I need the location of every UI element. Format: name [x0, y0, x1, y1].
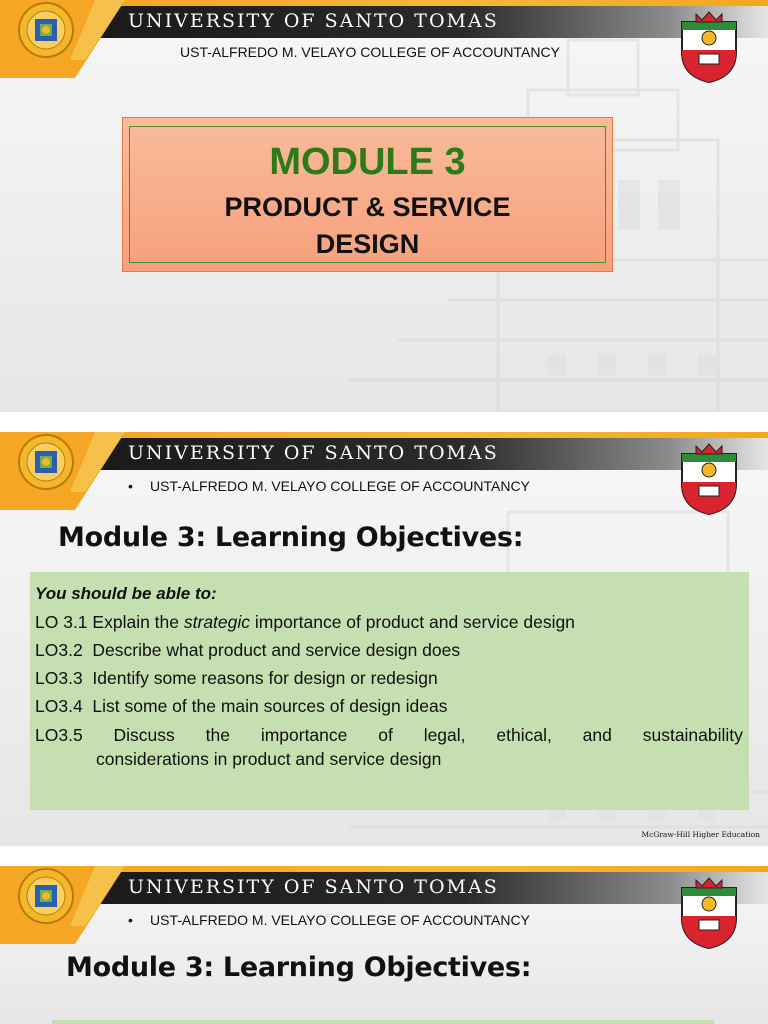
- objective-text: Describe what product and service design does: [92, 640, 461, 660]
- objective-word: the: [205, 725, 230, 745]
- objective-code: LO3.3: [35, 668, 83, 688]
- university-name: UNIVERSITY OF SANTO TOMAS: [128, 442, 499, 464]
- module-subtitle: [130, 189, 605, 263]
- ust-seal-icon: [2, 0, 90, 60]
- objective-word: and: [582, 725, 612, 745]
- module-title-box: [122, 117, 613, 272]
- objective-text: List some of the main sources of design ideas: [92, 696, 448, 716]
- objective-text-pre: Explain the: [92, 612, 184, 632]
- slide-gap: [0, 412, 768, 432]
- bullet: •: [128, 478, 133, 494]
- college-crest-icon: [678, 440, 740, 516]
- objective-code: LO3.2: [35, 640, 83, 660]
- module-subtitle-line1: PRODUCT & SERVICE: [224, 192, 511, 222]
- title-box-border: [129, 126, 606, 263]
- objective-lo-3-5: [35, 725, 743, 746]
- slide-gap: [0, 846, 768, 866]
- objective-lo-3-4: [35, 696, 447, 717]
- objectives-intro: You should be able to:: [35, 584, 217, 603]
- objective-text-post: importance of product and service design: [250, 612, 575, 632]
- learning-objectives-heading: Module 3: Learning Objectives:: [66, 952, 532, 983]
- objective-code: LO3.4: [35, 696, 83, 716]
- objective-lo-3-2: [35, 640, 460, 661]
- college-name-text: UST-ALFREDO M. VELAYO COLLEGE OF ACCOUNTANCY: [150, 478, 530, 494]
- university-name: UNIVERSITY OF SANTO TOMAS: [128, 876, 499, 898]
- module-title: MODULE 3: [269, 141, 466, 183]
- college-name: UST-ALFREDO M. VELAYO COLLEGE OF ACCOUNTANCY: [180, 44, 560, 60]
- objective-code: LO3.5: [35, 725, 83, 745]
- slide-learning-objectives: [0, 432, 768, 846]
- college-crest-icon: [678, 8, 740, 84]
- bullet: •: [128, 912, 133, 928]
- objective-word: ethical,: [496, 725, 552, 745]
- ust-seal-icon: [2, 432, 90, 492]
- college-name: [128, 478, 530, 494]
- objective-lo-3-5-continuation: considerations in product and service design: [96, 749, 442, 769]
- objective-text: Identify some reasons for design or redesign: [92, 668, 438, 688]
- learning-objectives-box: [30, 572, 749, 810]
- objective-word: sustainability: [642, 725, 743, 745]
- objective-word: importance: [260, 725, 348, 745]
- objective-lo-3-1: [35, 612, 575, 633]
- college-name: [128, 912, 530, 928]
- objective-emphasis: strategic: [183, 612, 251, 632]
- objective-lo-3-3: [35, 668, 438, 689]
- source-credit: McGraw-Hill Higher Education: [641, 830, 760, 839]
- module-subtitle-line2: DESIGN: [315, 229, 420, 259]
- slide-title: [0, 0, 768, 412]
- university-name: UNIVERSITY OF SANTO TOMAS: [128, 10, 499, 32]
- college-crest-icon: [678, 874, 740, 950]
- college-name-text: UST-ALFREDO M. VELAYO COLLEGE OF ACCOUNTANCY: [150, 912, 530, 928]
- objective-word: of: [378, 725, 393, 745]
- learning-objectives-heading: Module 3: Learning Objectives:: [58, 522, 524, 553]
- objective-word: Discuss: [113, 725, 175, 745]
- objective-word: legal,: [423, 725, 466, 745]
- learning-objectives-box-top: [52, 1020, 714, 1024]
- objective-code: LO 3.1: [35, 612, 88, 632]
- ust-seal-icon: [2, 866, 90, 926]
- slide-learning-objectives-2: [0, 866, 768, 1024]
